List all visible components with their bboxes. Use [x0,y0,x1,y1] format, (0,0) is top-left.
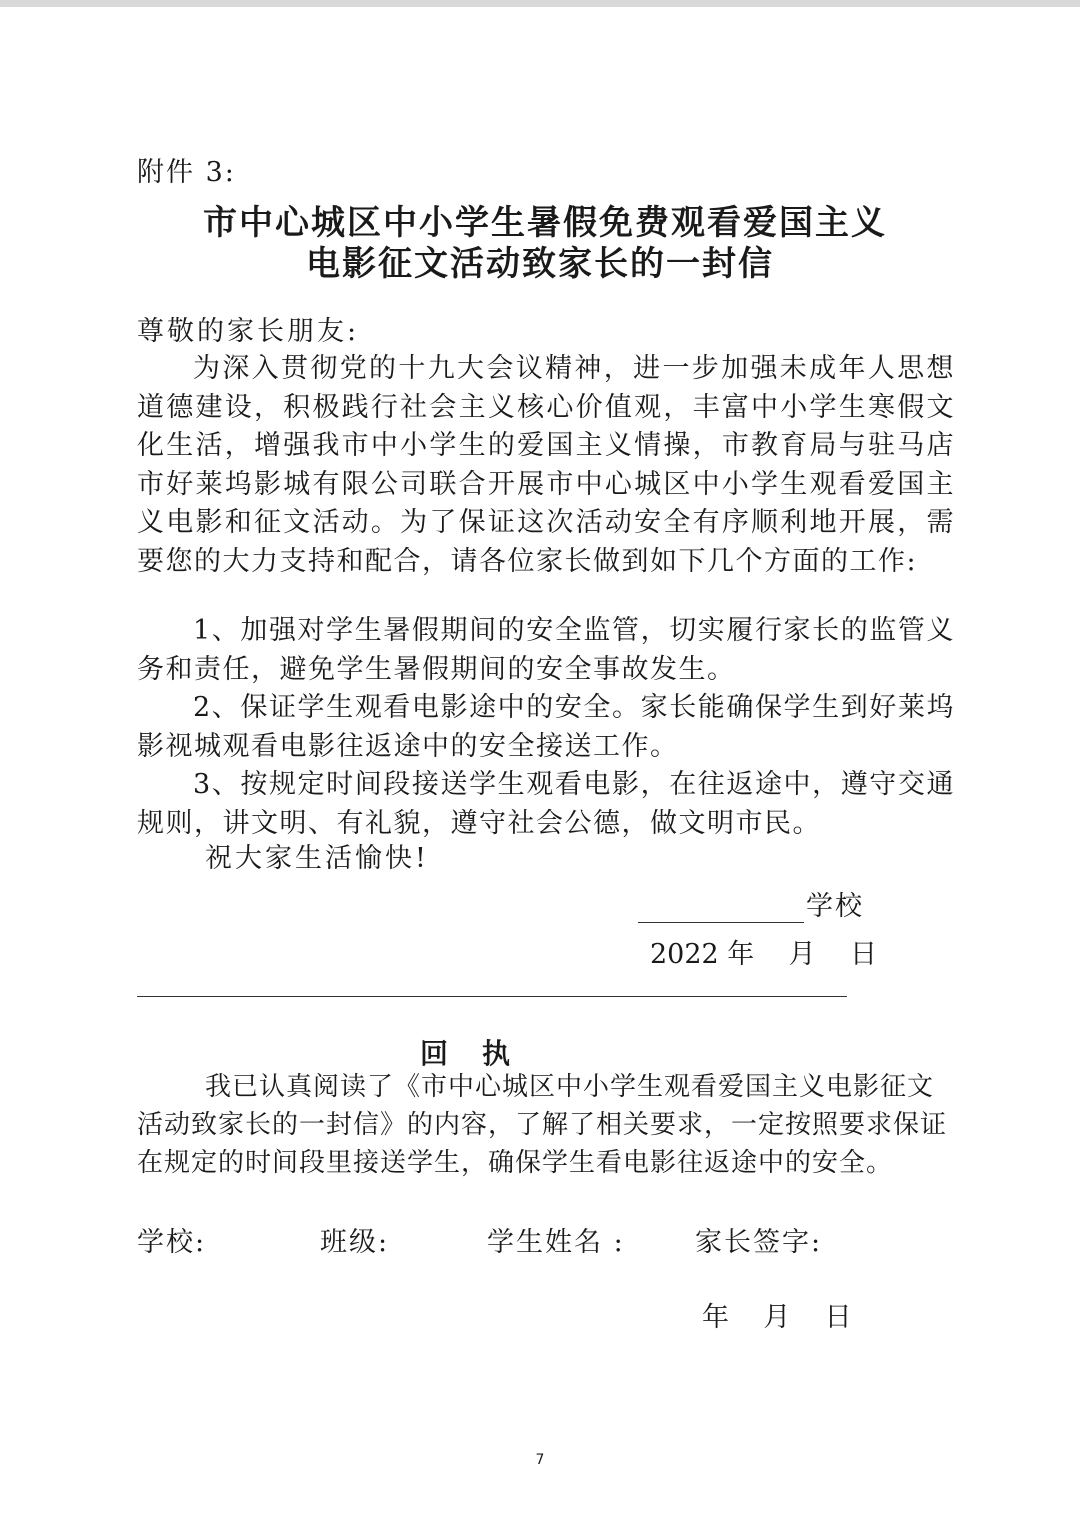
receipt-title: 回执 [420,1037,545,1070]
item-3-paragraph: 3、按规定时间段接送学生观看电影，在往返途中，遵守交通规则，讲文明、有礼貌，遵守社会公德，做文明市民。 [137,769,955,839]
field-student-name: 学生姓名 : [487,1227,625,1258]
receipt-statement [137,1068,948,1182]
greeting: 尊敬的家长朋友: [137,316,360,347]
school-signature [638,884,864,923]
receipt-line-2: 活动致家长的一封信》的内容，了解了相关要求，一定按照要求保证 [137,1110,948,1140]
item-2-paragraph: 2、保证学生观看电影途中的安全。家长能确保学生到好莱坞影视城观看电影往返途中的安全接送工作。 [137,692,955,762]
page-number: 7 [535,1452,545,1468]
letter-title-line-2: 电影征文活动致家长的一封信 [306,244,774,284]
field-class: 班级: [320,1227,390,1258]
item-1-paragraph: 1、加强对学生暑假期间的安全监管，切实履行家长的监管义务和责任，避免学生暑假期间的安全事故发生。 [137,615,955,685]
school-name-blank [638,896,804,923]
cut-line-divider [137,996,847,997]
receipt-line-1: 我已认真阅读了《市中心城区中小学生观看爱国主义电影征文 [205,1072,935,1102]
school-suffix: 学校 [806,891,864,922]
field-parent-signature: 家长签字: [695,1227,823,1258]
attachment-label: 附件 3: [137,157,236,188]
intro-paragraph: 为深入贯彻党的十九大会议精神，进一步加强未成年人思想道德建设，积极践行社会主义核心价值观，丰富中小学生寒假文化生活，增强我市中小学生的爱国主义情操，市教育局与驻马店市好莱坞影城有限公司联合开展市中心城区中小学生观看爱国主义电影和征文活动。为了保证这次活动安全有序顺利地开展，需要您的大力支持和配合，请各位家长做到如下几个方面的工作: [137,353,955,577]
letter-date: 2022 年 月 日 [650,939,877,970]
scan-top-edge [0,0,1080,7]
closing-wish: 祝大家生活愉快! [205,843,429,874]
receipt-date: 年 月 日 [702,1302,852,1333]
letter-title-line-1: 市中心城区中小学生暑假免费观看爱国主义 [203,203,887,243]
receipt-line-3: 在规定的时间段里接送学生，确保学生看电影往返途中的安全。 [137,1148,894,1178]
field-school: 学校: [137,1227,207,1258]
